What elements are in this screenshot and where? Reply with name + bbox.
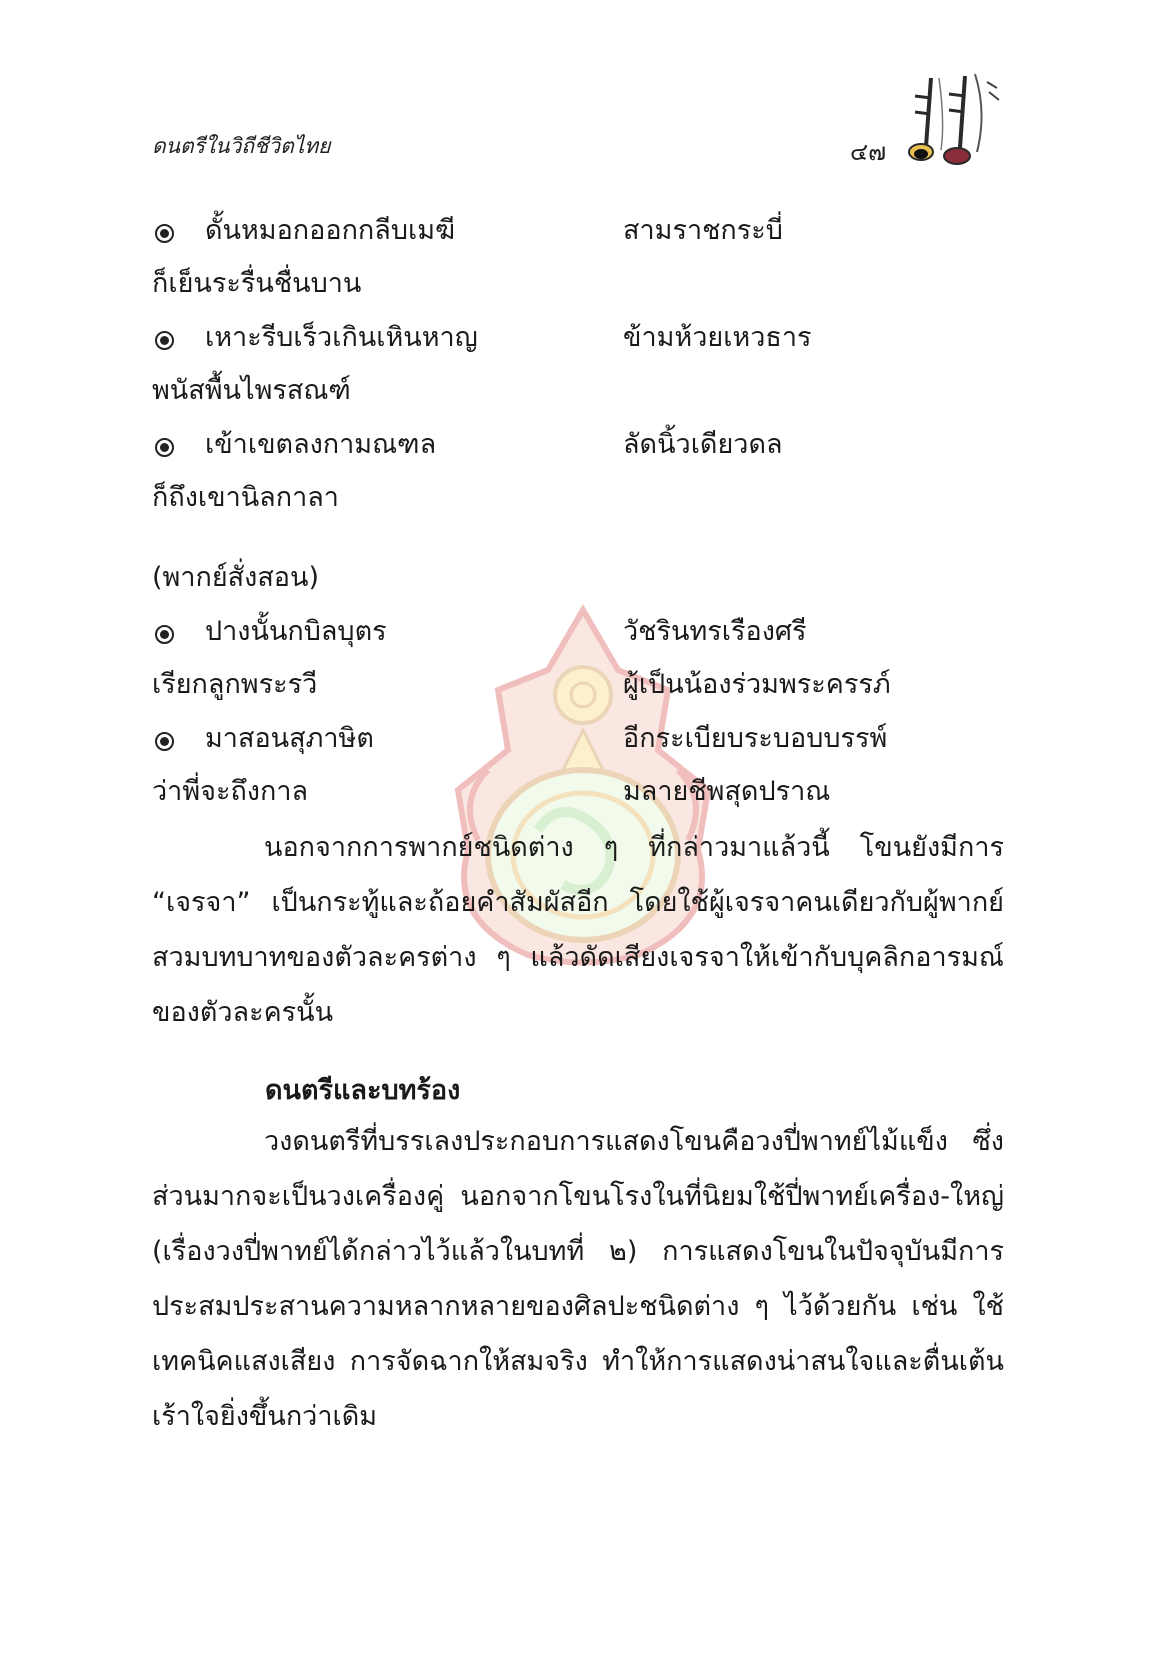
verse-1-continuation: ก็เย็นระรื่นชื่นบาน	[152, 268, 362, 299]
radio-bullet-icon	[155, 331, 174, 350]
verse-4-left: ปางนั้นกบิลบุตร	[205, 616, 387, 647]
verse-3-right: ลัดนิ้วเดียวดล	[623, 429, 783, 460]
verse-2-right: ข้ามห้วยเหวธาร	[623, 322, 812, 353]
verse-1-left: ดั้นหมอกออกกลีบเมฆี	[205, 215, 456, 246]
book-title: ดนตรีในวิถีชีวิตไทย	[152, 134, 331, 158]
verse-5-continuation-left: ว่าพี่จะถึงกาล	[152, 776, 309, 807]
paragraph-2	[152, 1114, 1004, 1444]
verse-2-left: เหาะรีบเร็วเกินเหินหาญ	[205, 322, 478, 353]
verse-1-right: สามราชกระบี่	[623, 215, 783, 246]
verse-4-right: วัชรินทรเรืองศรี	[623, 616, 807, 647]
thai-fiddle-icon	[905, 72, 1005, 180]
paragraph-2-text: วงดนตรีที่บรรเลงประกอบการแสดงโขนคือวงปี่พาทย์ไม้แข็ง ซึ่งส่วนมากจะเป็นวงเครื่องคู่ นอกจากโขนโรงในที่นิยมใช้ปี่พาทย์เครื่อง-ใหญ่ (เรื่องวงปี่พาทย์ได้กล่าวไว้แล้วในบทที่ ๒) การแสดงโขนในปัจจุบันมีการประสมประสานความหลากหลายของศิลปะชนิดต่าง ๆ ไว้ด้วยกัน เช่น ใช้เทคนิคแสงเสียง การจัดฉากให้สมจริง ทำให้การแสดงน่าสนใจและตื่นเต้นเร้าใจยิ่งขึ้นกว่าเดิม	[152, 1126, 1004, 1432]
section-heading: ดนตรีและบทร้อง	[265, 1075, 461, 1106]
verse-5-continuation-right: มลายชีพสุดปราณ	[623, 776, 831, 807]
radio-bullet-icon	[155, 732, 174, 751]
radio-bullet-icon	[155, 438, 174, 457]
page-number: ๔๗	[850, 138, 887, 166]
verse-3-continuation: ก็ถึงเขานิลกาลา	[152, 482, 339, 513]
verse-3-left: เข้าเขตลงกามณฑล	[205, 429, 437, 460]
radio-bullet-icon	[155, 625, 174, 644]
verse-5-left: มาสอนสุภาษิต	[205, 723, 374, 754]
verse-2-continuation: พนัสพื้นไพรสณฑ์	[152, 375, 351, 406]
section-label: (พากย์สั่งสอน)	[152, 562, 320, 593]
paragraph-1	[152, 820, 1004, 1040]
paragraph-1-text: นอกจากการพากย์ชนิดต่าง ๆ ที่กล่าวมาแล้วนี้ โขนยังมีการ “เจรจา” เป็นกระทู้และถ้อยคำสัมผัสอีก โดยใช้ผู้เจรจาคนเดียวกับผู้พากย์สวมบทบาทของตัวละครต่าง ๆ แล้วดัดเสียงเจรจาให้เข้ากับบุคลิกอารมณ์ของตัวละครนั้น	[152, 832, 1004, 1028]
verse-5-right: อีกระเบียบระบอบบรรพ์	[623, 723, 888, 754]
radio-bullet-icon	[155, 224, 174, 243]
verse-4-continuation-right: ผู้เป็นน้องร่วมพระครรภ์	[623, 669, 891, 700]
verse-4-continuation-left: เรียกลูกพระรวี	[152, 669, 318, 700]
